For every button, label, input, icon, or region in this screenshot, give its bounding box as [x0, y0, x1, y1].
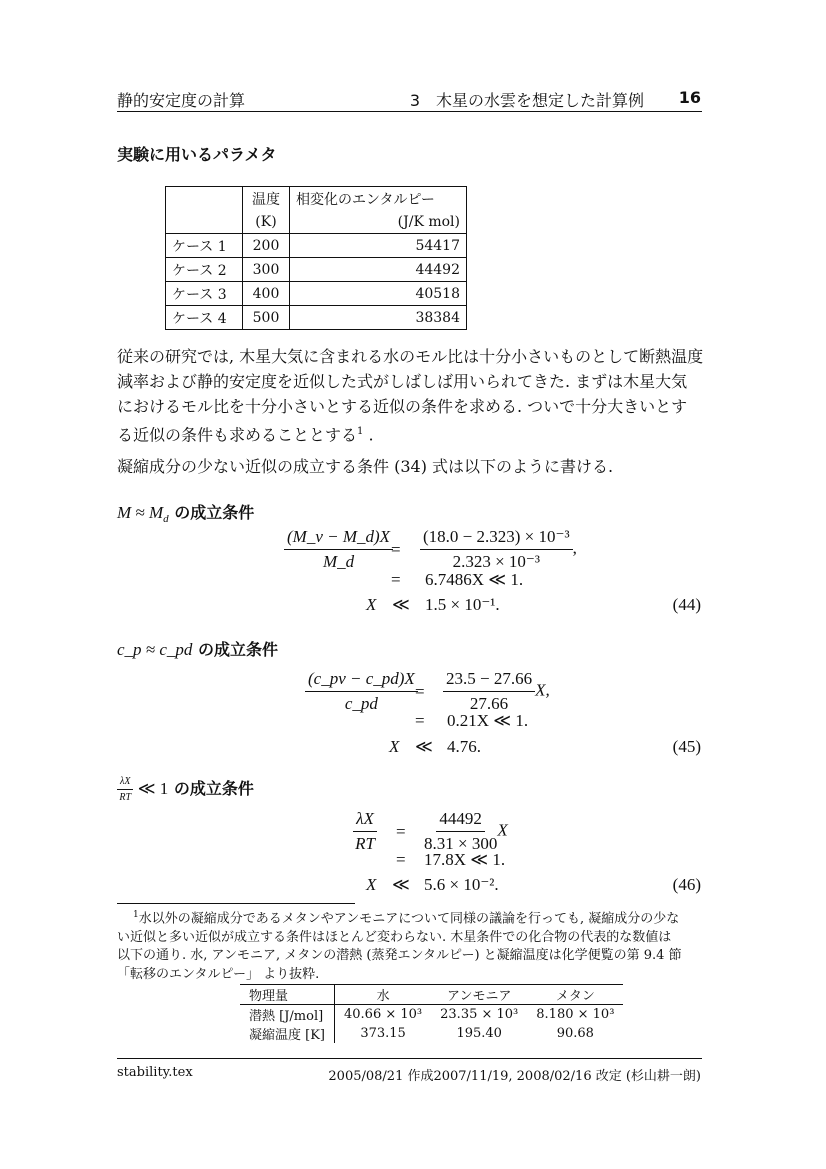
- case-cell: ケース 2: [166, 258, 243, 282]
- lhs-denominator: RT: [355, 834, 375, 853]
- table-header-cell: [166, 187, 243, 211]
- heading-math: c_p ≈ c_pd: [117, 640, 193, 659]
- heading-math-sub: d: [163, 513, 169, 526]
- case-cell: ケース 1: [166, 234, 243, 258]
- equation-line: 17.8X ≪ 1.: [424, 850, 506, 869]
- footer-rule: [117, 1058, 702, 1059]
- rhs-tail: X,: [535, 680, 550, 700]
- paragraph-conditions: 凝縮成分の少ない近似の成立する条件 (34) 式は以下のように書ける.: [117, 457, 614, 476]
- table-header-cell: (K): [243, 210, 290, 234]
- table-header-cell: (J/K mol): [290, 210, 467, 234]
- table-cell: 潜熱 [J/mol]: [240, 1005, 335, 1025]
- table-row: [166, 306, 467, 330]
- table-cell: 23.35 × 10³: [440, 1007, 519, 1022]
- table-cell: 8.180 × 10³: [536, 1007, 615, 1022]
- table-row: [240, 1024, 623, 1043]
- equation-line: 0.21X ≪ 1.: [447, 711, 529, 730]
- table-cell: 40.66 × 10³: [344, 1007, 423, 1022]
- rhs-denominator: 2.323 × 10⁻³: [452, 552, 540, 571]
- case-cell: ケース 3: [166, 282, 243, 306]
- lhs-numerator: (M_v − M_d)X: [284, 527, 393, 550]
- equation-variable: X: [389, 737, 400, 756]
- table-row: [166, 258, 467, 282]
- equation-45-lhs: [305, 669, 415, 714]
- rhs-tail: ,: [572, 538, 577, 558]
- rhs-numerator: 44492: [436, 809, 485, 832]
- equation-45-rhs: [443, 669, 550, 714]
- lhs-numerator: λX: [353, 809, 377, 832]
- enthalpy-cell: 54417: [290, 234, 467, 258]
- text-line: 従来の研究では, 木星大気に含まれる水のモル比は十分小さいものとして断熱温度: [117, 347, 704, 366]
- rhs-denominator: 8.31 × 300: [424, 834, 498, 853]
- params-heading: 実験に用いるパラメタ: [117, 145, 277, 164]
- footnote-mark: 1: [133, 910, 139, 920]
- equation-line: 5.6 × 10⁻².: [424, 875, 499, 894]
- equals-sign: =: [391, 540, 401, 559]
- table-cell: 90.68: [556, 1026, 594, 1041]
- equation-variable: X: [366, 875, 377, 894]
- equation-number: (45): [672, 737, 701, 756]
- text-line: [117, 906, 707, 929]
- rhs-denominator: 27.66: [469, 694, 509, 713]
- table-header-cell: 水: [376, 989, 390, 1004]
- table-row: [166, 282, 467, 306]
- condition-heading-mass: [117, 500, 254, 525]
- rhs-numerator: 23.5 − 27.66: [443, 669, 535, 692]
- heading-fraction-num: λX: [117, 776, 133, 790]
- equals-sign: =: [391, 570, 401, 589]
- header-rule: [117, 111, 702, 112]
- heading-text: の成立条件: [192, 640, 278, 659]
- table-header-cell: 温度: [243, 187, 290, 211]
- equals-sign: =: [396, 822, 406, 841]
- equation-line: 6.7486X ≪ 1.: [425, 570, 524, 589]
- footnote-rule: [117, 903, 355, 904]
- text-line: い近似と多い近似が成立する条件はほとんど変わらない. 木星条件での化合物の代表的な数値は: [117, 929, 672, 945]
- footer-filename: stability.tex: [117, 1065, 193, 1080]
- table-header-row: [166, 210, 467, 234]
- case-cell: ケース 4: [166, 306, 243, 330]
- temperature-cell: 300: [243, 258, 290, 282]
- enthalpy-cell: 44492: [290, 258, 467, 282]
- rhs-numerator: (18.0 − 2.323) × 10⁻³: [420, 527, 573, 550]
- temperature-cell: 200: [243, 234, 290, 258]
- enthalpy-cell: 38384: [290, 306, 467, 330]
- much-less-sign: ≪: [392, 875, 410, 894]
- condition-heading-cp: [117, 637, 278, 660]
- rhs-tail: X: [497, 820, 508, 840]
- text-line: におけるモル比を十分小さいとする近似の条件を求める. ついで十分大きいとす: [117, 397, 688, 416]
- equation-46-lhs: [345, 809, 385, 854]
- equals-sign: =: [415, 711, 425, 730]
- page-number: 16: [678, 88, 701, 107]
- lhs-numerator: (c_pv − c_pd)X: [305, 669, 418, 692]
- temperature-cell: 500: [243, 306, 290, 330]
- running-title: 静的安定度の計算: [117, 91, 246, 110]
- enthalpy-cell: 40518: [290, 282, 467, 306]
- equation-46-rhs: [424, 809, 508, 854]
- equals-sign: =: [396, 850, 406, 869]
- table-header-cell: 物理量: [240, 985, 335, 1005]
- text-line: 「転移のエンタルピー」 より抜粋.: [117, 966, 320, 982]
- equation-line: 1.5 × 10⁻¹.: [425, 595, 500, 614]
- paragraph-intro: [117, 344, 707, 447]
- section-title: 3 木星の水雲を想定した計算例: [409, 91, 644, 110]
- params-table: [165, 186, 467, 330]
- equation-variable: X: [366, 595, 377, 614]
- equals-sign: =: [415, 682, 425, 701]
- equation-44-rhs: [420, 527, 577, 572]
- lhs-denominator: M_d: [322, 552, 355, 571]
- table-header-row: [166, 187, 467, 211]
- table-header-cell: メタン: [555, 989, 595, 1004]
- temperature-cell: 400: [243, 282, 290, 306]
- text-span: 水以外の凝縮成分であるメタンやアンモニアについて同様の議論を行っても, 凝縮成分の少な: [138, 911, 680, 927]
- table-cell: 凝縮温度 [K]: [240, 1024, 335, 1043]
- text-span: る近似の条件も求めることとする: [117, 425, 358, 445]
- lhs-denominator: c_pd: [344, 694, 378, 713]
- much-less-sign: ≪: [415, 737, 433, 756]
- much-less-sign: ≪: [392, 595, 410, 614]
- heading-math: M ≈ M: [117, 503, 164, 522]
- heading-text: の成立条件: [168, 779, 254, 798]
- text-line: 減率および静的安定度を近似した式がしばしば用いられてきた. まずは木星大気: [117, 372, 688, 391]
- text-line: 以下の通り. 水, アンモニア, メタンの潜熱 (蒸発エンタルピー) と凝縮温度は化学便覧の第 9.4 節: [117, 948, 682, 964]
- equation-number: (44): [672, 595, 701, 614]
- condition-heading-latent: [117, 776, 254, 803]
- text-line: る近似の条件も求めることとする$^1$ .: [117, 425, 374, 445]
- heading-fraction-den: RT: [119, 792, 132, 803]
- footer-dates: 2005/08/21 作成2007/11/19, 2008/02/16 改定 (杉山耕一朗): [328, 1069, 701, 1084]
- heading-math: ≪ 1: [133, 779, 169, 798]
- table-header-row: [240, 985, 623, 1005]
- table-header-cell: 相変化のエンタルピー: [290, 187, 467, 211]
- table-header-cell: アンモニア: [446, 989, 512, 1004]
- compound-table: [240, 984, 623, 1043]
- footnote: [117, 906, 707, 984]
- footnote-ref[interactable]: 1: [357, 426, 364, 437]
- table-row: [166, 234, 467, 258]
- table-cell: 373.15: [360, 1026, 406, 1041]
- equation-line: 4.76.: [447, 737, 481, 756]
- heading-text: の成立条件: [168, 503, 255, 522]
- table-row: [240, 1005, 623, 1025]
- equation-number: (46): [672, 875, 701, 894]
- table-cell: 195.40: [456, 1026, 502, 1041]
- equation-44-lhs: [284, 527, 391, 572]
- table-header-cell: [166, 210, 243, 234]
